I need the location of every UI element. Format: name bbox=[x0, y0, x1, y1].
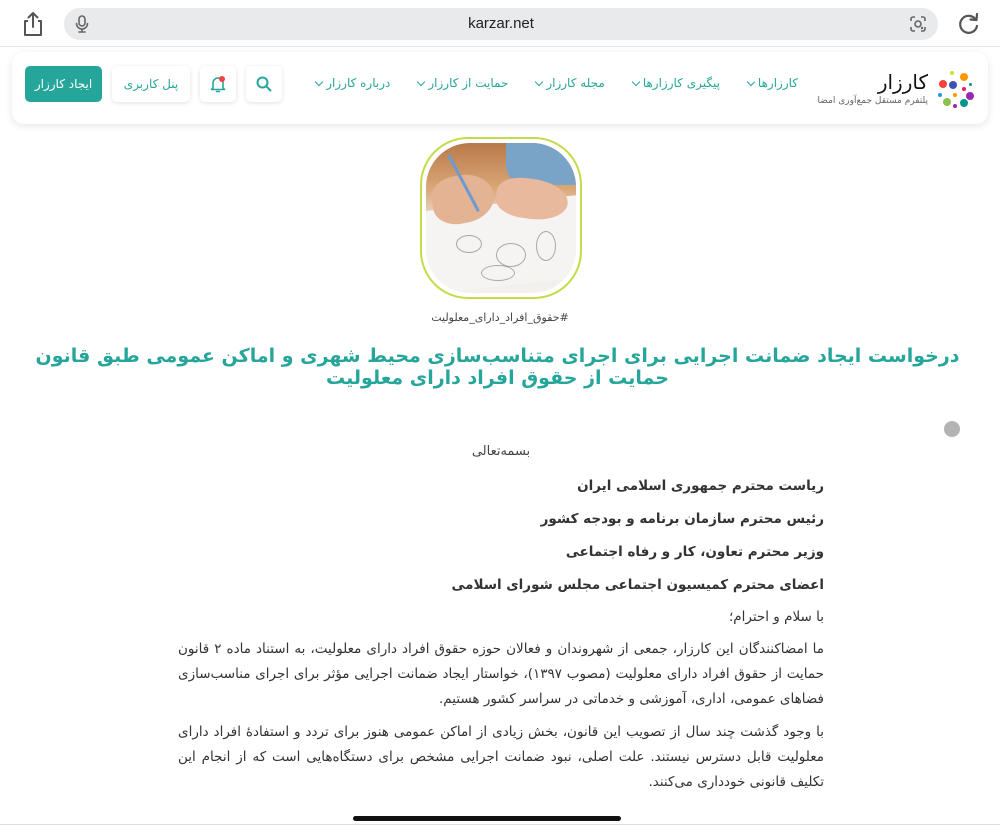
campaign-title: درخواست ایجاد ضمانت اجرایی برای اجرای متناسب‌سازی محیط شهری و اماکن عمومی طبق قانون حمایت از حقوق افراد دارای معلولیت bbox=[35, 345, 960, 389]
main-nav bbox=[316, 76, 798, 90]
nav-follow-up[interactable]: پیگیری کارزارها bbox=[633, 76, 720, 90]
addressee: وزیر محترم تعاون، کار و رفاه اجتماعی bbox=[565, 544, 824, 560]
greeting: با سلام و احترام؛ bbox=[728, 609, 824, 625]
search-icon bbox=[255, 75, 273, 93]
brand-tagline: پلتفرم مستقل جمع‌آوری امضا bbox=[817, 96, 928, 106]
brand[interactable] bbox=[818, 64, 976, 112]
chevron-down-icon bbox=[417, 77, 425, 85]
chevron-down-icon bbox=[632, 77, 640, 85]
url-text: karzar.net bbox=[468, 15, 534, 32]
campaign-image bbox=[420, 137, 582, 299]
address-bar[interactable] bbox=[64, 8, 938, 40]
chevron-down-icon bbox=[535, 77, 543, 85]
paragraph: با وجود گذشت چند سال از تصویب این قانون، بخش زیادی از اماکن عمومی هنوز برای تردد و استفادهٔ افراد دارای معلولیت قابل دسترس نیستند. علت اصلی، نبود ضمانت اجرایی مشخص برای دستگاه‌هایی است که از انجام این تکلیف قانونی خودداری می‌کنند. bbox=[178, 724, 824, 790]
header-actions bbox=[25, 66, 282, 102]
scroll-indicator[interactable] bbox=[944, 421, 960, 437]
brand-name: کارزار bbox=[877, 70, 928, 94]
logo-icon bbox=[936, 68, 976, 108]
site-header bbox=[12, 52, 988, 124]
share-icon[interactable] bbox=[20, 10, 46, 38]
visual-lookup-icon[interactable] bbox=[908, 14, 928, 34]
paragraph: ما امضاکنندگان این کارزار، جمعی از شهروندان و فعالان حوزه حقوق افراد دارای معلولیت، به استناد ماده ۲ قانون حمایت از حقوق افراد دارای معلولیت (مصوب ۱۳۹۷)، خواستار ایجاد ضمانت اجرایی مؤثر برای اجرای مناسب‌سازی فضاهای عمومی، اداری، آموزشی و خدماتی در سراسر کشور هستیم. bbox=[178, 641, 824, 707]
reload-icon[interactable] bbox=[956, 11, 982, 37]
create-campaign-button[interactable]: ایجاد کارزار bbox=[25, 66, 102, 102]
campaign-hashtag[interactable]: #حقوق_افراد_دارای_معلولیت bbox=[431, 311, 569, 324]
notification-badge bbox=[219, 76, 225, 82]
home-indicator[interactable] bbox=[353, 816, 621, 821]
chevron-down-icon bbox=[747, 77, 755, 85]
divider bbox=[0, 824, 1000, 825]
addressee: رئیس محترم سازمان برنامه و بودجه کشور bbox=[540, 511, 824, 527]
addressee: اعضای محترم کمیسیون اجتماعی مجلس شورای اسلامی bbox=[451, 577, 824, 593]
nav-about[interactable]: درباره کارزار bbox=[316, 76, 390, 90]
chevron-down-icon bbox=[315, 77, 323, 85]
bismillah: بسمه‌تعالی bbox=[471, 444, 531, 459]
search-button[interactable] bbox=[246, 66, 282, 102]
nav-magazine[interactable]: مجله کارزار bbox=[536, 76, 604, 90]
campaign-body bbox=[178, 444, 824, 803]
browser-toolbar bbox=[0, 0, 1000, 47]
notifications-button[interactable] bbox=[200, 66, 236, 102]
nav-campaigns[interactable]: کارزارها bbox=[748, 76, 798, 90]
user-panel-button[interactable]: پنل کاربری bbox=[112, 66, 190, 102]
addressee: ریاست محترم جمهوری اسلامی ایران bbox=[577, 478, 824, 494]
nav-support[interactable]: حمایت از کارزار bbox=[418, 76, 508, 90]
